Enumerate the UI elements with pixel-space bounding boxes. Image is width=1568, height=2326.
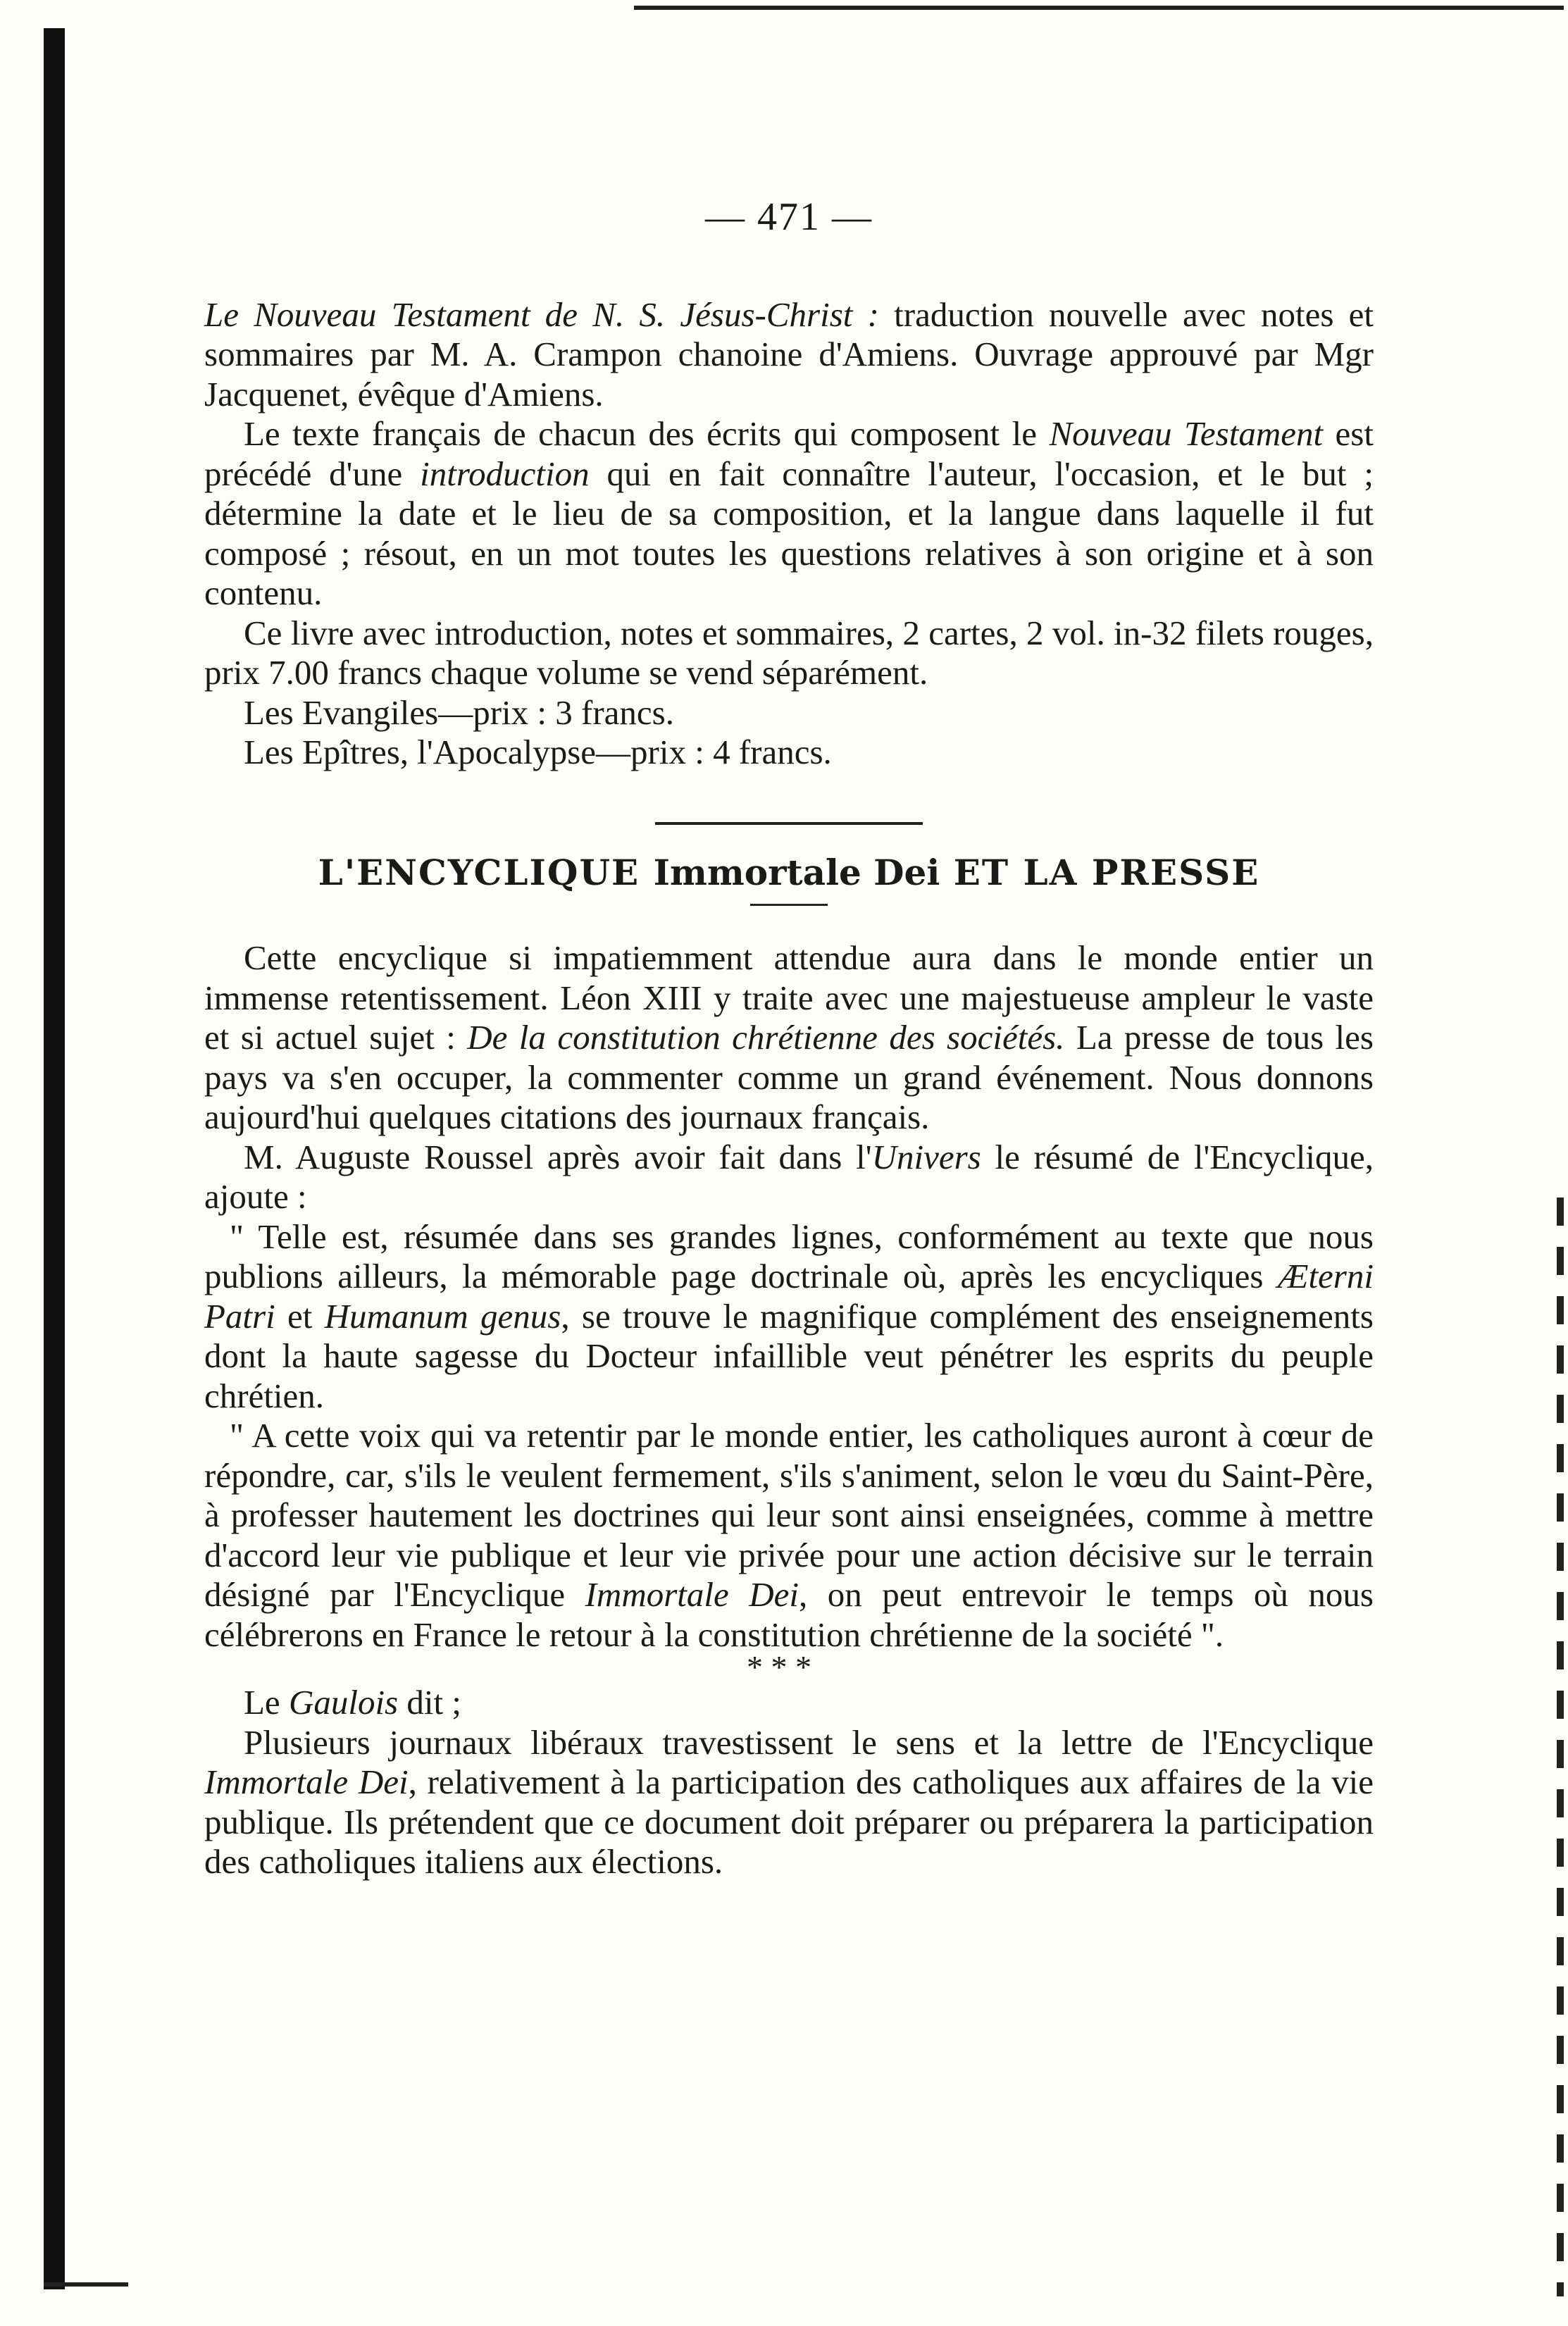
article-text: M. Auguste Roussel après avoir fait dans l' — [244, 1137, 872, 1176]
article-paragraph — [204, 1723, 1374, 1882]
article-heading — [204, 853, 1374, 893]
article-text: le résumé de l'Encyclique, ajoute : — [204, 1137, 1374, 1216]
encyclical-name: Humanum genus — [324, 1296, 561, 1336]
quote-text: " A cette voix qui va retentir par le monde entier, les catholiques auront à cœur de répondre, car, s'ils le veulent fermement, s'ils s'animent, selon le vœu du Saint-Père, à professer hautement les doctrines qui leur sont ainsi enseignées, comme à mettre d'accord leur vie publique et leur vie privée pour une action décisive sur le terrain désigné par l'Encyclique — [204, 1416, 1374, 1614]
article-text: , relativement à la participation des catholiques aux affaires de la vie publique. Ils prétendent que ce document doit préparer ou préparera la participation des catholiques italiens aux élections. — [204, 1762, 1374, 1881]
quote-text: " Telle est, résumée dans ses grandes lignes, conformément au texte que nous publions ailleurs, la mémorable page doctrinale où, après les encycliques — [204, 1217, 1374, 1295]
quote-text: , on peut entrevoir le temps où nous célébrerons en France le retour à la constitution chrétienne de la société ". — [204, 1575, 1374, 1654]
article-text: Plusieurs journaux libéraux travestissent le sens et la lettre de l'Encyclique — [244, 1722, 1374, 1762]
article-text: dit ; — [398, 1683, 461, 1722]
article-text: La presse de tous les pays va s'en occuper, la commenter comme un grand événement. Nous donnons aujourd'hui quelques citations des journaux français. — [204, 1018, 1374, 1136]
newspaper-name: Gaulois — [288, 1683, 399, 1722]
article-paragraph — [204, 938, 1374, 1138]
book-notice — [204, 295, 1374, 773]
notice-paragraph-price: Ce livre avec introduction, notes et sommaires, 2 cartes, 2 vol. in-32 filets rouges, prix 7.00 francs chaque volume se vend séparément. — [204, 613, 1374, 692]
heading-text: ET LA PRESSE — [940, 851, 1260, 893]
notice-price-epistles: Les Epîtres, l'Apocalypse—prix : 4 francs. — [244, 733, 832, 771]
article-italic: De la constitution chrétienne des sociétés. — [467, 1018, 1065, 1057]
heading-underline — [750, 904, 828, 906]
newspaper-name: Univers — [871, 1137, 981, 1176]
quotation — [204, 1217, 1374, 1417]
page — [204, 197, 1374, 1882]
article-text: Cette encyclique si impatiemment attendue aura dans le monde entier un immense retentissement. Léon XIII y traite avec une majestueuse ampleur le vaste et si actuel sujet : — [204, 938, 1374, 1057]
notice-italic: introduction — [420, 454, 590, 493]
article-body — [204, 938, 1374, 1882]
scan-border-bottom — [44, 2282, 128, 2287]
page-number: — 471 — — [705, 195, 873, 239]
article-paragraph — [204, 1683, 1374, 1723]
article-paragraph — [204, 1138, 1374, 1217]
scan-border-left — [44, 28, 65, 2289]
section-divider — [655, 822, 923, 825]
book-title: Le Nouveau Testament de N. S. Jésus-Christ : — [204, 294, 879, 334]
notice-paragraph-title — [204, 295, 1374, 415]
heading-latin-title: Immortale Dei — [653, 851, 940, 893]
encyclical-name: Immortale Dei — [204, 1762, 409, 1801]
scan-border-top — [634, 6, 1564, 10]
quote-text: , se trouve le magnifique complément des enseignements dont la haute sagesse du Docteur infaillible veut pénétrer les esprits du peuple chrétien. — [204, 1296, 1374, 1415]
notice-text: Le texte français de chacun des écrits qui composent le — [244, 414, 1050, 453]
notice-text: qui en fait connaître l'auteur, l'occasion, et le but ; détermine la date et le lieu de sa composition, et la langue dans laquelle il fut composé ; résout, en un mot toutes les questions relatives à son origine et à son contenu. — [204, 454, 1374, 612]
quote-text: et — [275, 1296, 325, 1336]
quotation — [204, 1416, 1374, 1655]
notice-title-text: traduction nouvelle avec notes et sommaires par M. A. Crampon chanoine d'Amiens. Ouvrage approuvé par Mgr Jacquenet, évêque d'Amiens. — [204, 294, 1374, 413]
notice-italic: Nouveau Testament — [1049, 414, 1324, 453]
notice-price-gospels: Les Evangiles—prix : 3 francs. — [244, 692, 674, 732]
notice-paragraph-description — [204, 414, 1374, 614]
article-text: Le — [244, 1683, 289, 1722]
heading-text: L'ENCYCLIQUE — [318, 851, 654, 893]
encyclical-name: Æterni Patri — [204, 1257, 1374, 1336]
asterism: * * * — [747, 1649, 811, 1685]
scan-border-right — [1557, 1198, 1564, 2296]
encyclical-name: Immortale Dei — [585, 1575, 799, 1614]
notice-text: est précédé d'une — [204, 414, 1374, 493]
